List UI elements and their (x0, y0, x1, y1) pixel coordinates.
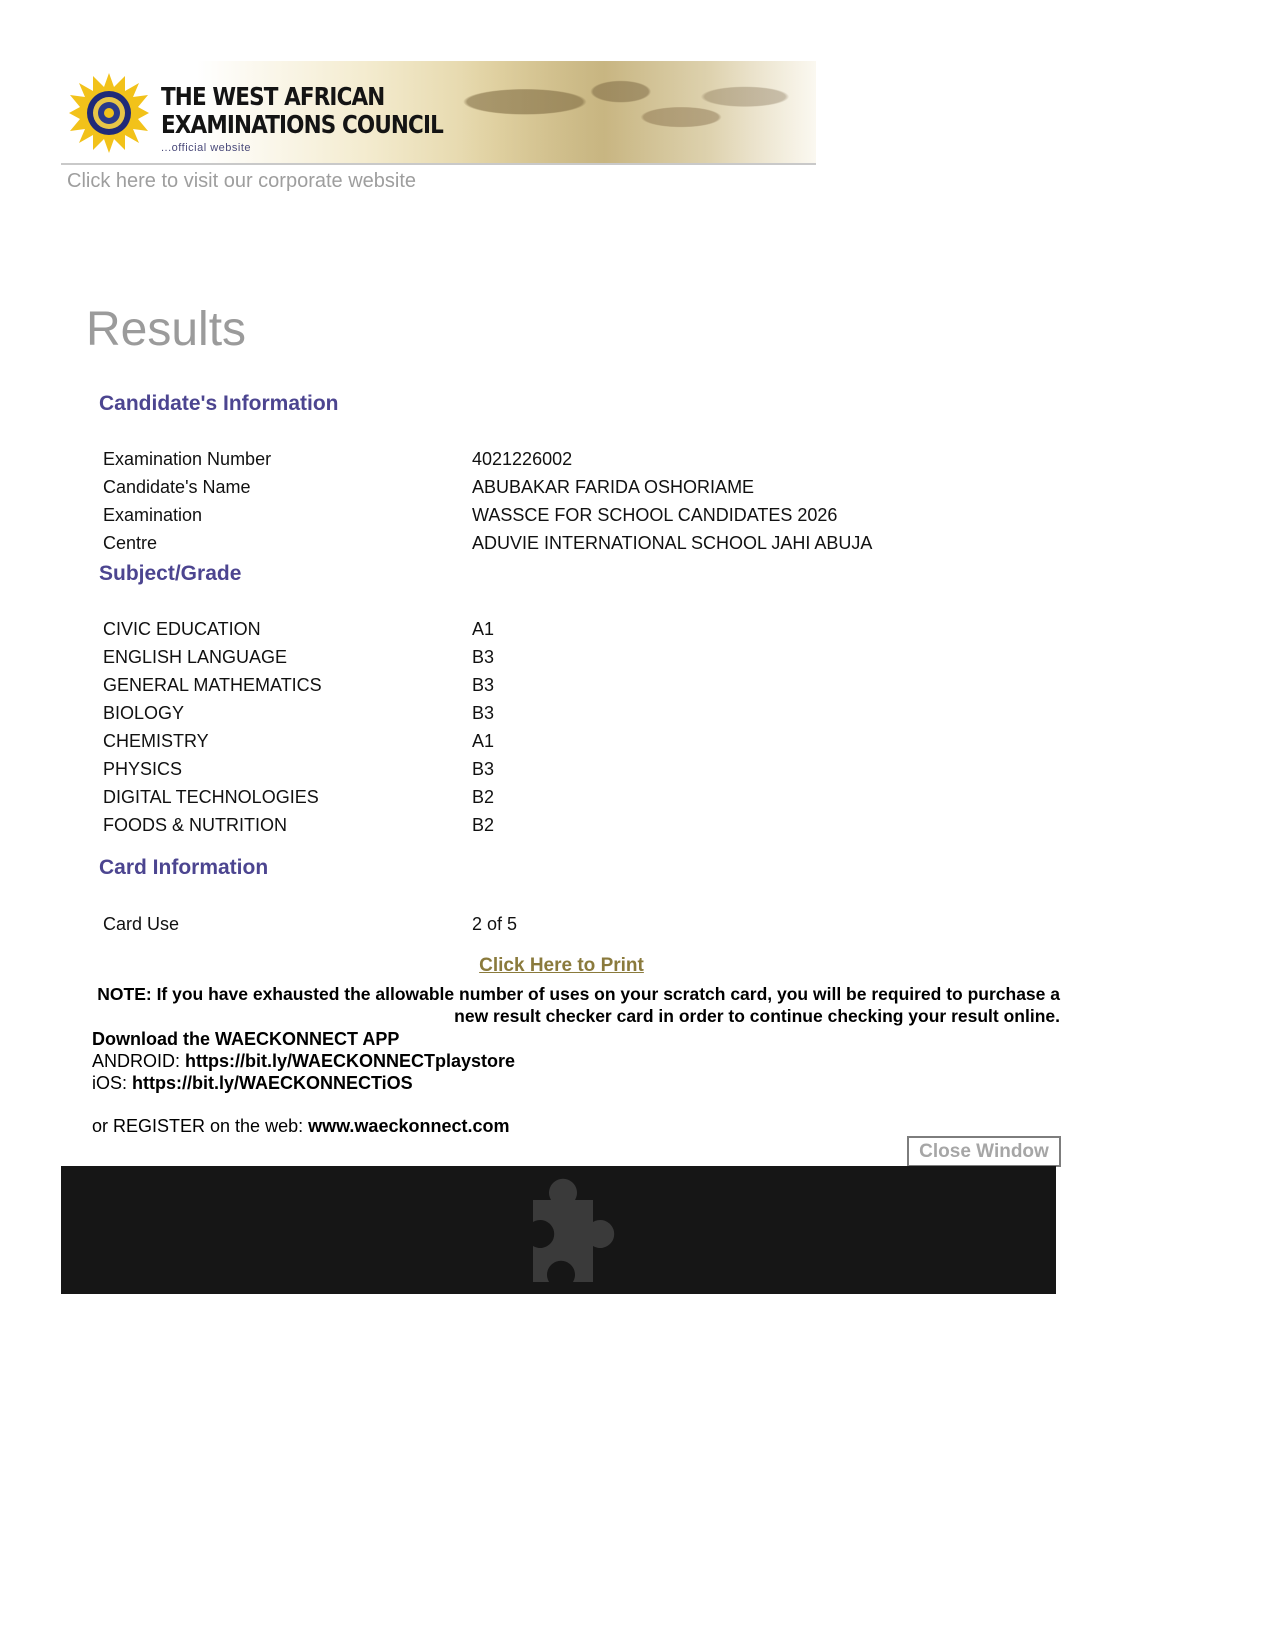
table-row (103, 910, 517, 938)
banner-graduate-photo (461, 61, 816, 163)
card-use-value: 2 of 5 (472, 913, 518, 934)
subject-grade: A1 (472, 618, 495, 639)
android-line (92, 1050, 515, 1072)
android-link[interactable]: https://bit.ly/WAECKONNECTplaystore (185, 1051, 516, 1071)
subject-name: PHYSICS (103, 758, 183, 779)
subject-grade: B3 (472, 646, 495, 667)
page-title: Results (86, 303, 247, 356)
examination-number-label: Examination Number (103, 448, 272, 469)
centre-value: ADUVIE INTERNATIONAL SCHOOL JAHI ABUJA (472, 532, 873, 553)
table-row (103, 755, 494, 783)
subject-grade: B3 (472, 702, 495, 723)
subject-grade: A1 (472, 730, 495, 751)
centre-label: Centre (103, 532, 158, 553)
close-window-button[interactable]: Close Window (907, 1136, 1061, 1167)
banner-title-line1: THE WEST AFRICAN (161, 82, 385, 111)
examination-value: WASSCE FOR SCHOOL CANDIDATES 2026 (472, 504, 838, 525)
table-row (103, 529, 872, 557)
subject-name: CIVIC EDUCATION (103, 618, 261, 639)
banner-title-line2: EXAMINATIONS COUNCIL (161, 110, 443, 139)
subject-name: GENERAL MATHEMATICS (103, 674, 322, 695)
table-row (103, 699, 494, 727)
ios-line (92, 1072, 515, 1094)
candidate-info-heading: Candidate's Information (99, 392, 339, 415)
print-link[interactable]: Click Here to Print (479, 955, 644, 976)
table-row (103, 445, 872, 473)
subject-name: CHEMISTRY (103, 730, 209, 751)
card-use-label: Card Use (103, 913, 180, 934)
examination-number-value: 4021226002 (472, 448, 573, 469)
candidate-info-table (103, 445, 872, 557)
table-row (103, 727, 494, 755)
ios-label: iOS: (92, 1073, 133, 1093)
scratch-card-note: NOTE: If you have exhausted the allowable number of uses on your scratch card, you will be required to purchase a new result checker card in order to continue checking your result online. (97, 984, 1060, 1026)
candidate-name-label: Candidate's Name (103, 476, 251, 497)
corporate-website-link[interactable]: Click here to visit our corporate website (67, 170, 417, 192)
subject-grade: B3 (472, 674, 495, 695)
table-row (103, 501, 872, 529)
spacer (92, 1094, 515, 1115)
subject-grade-heading: Subject/Grade (99, 562, 242, 585)
table-row (103, 643, 494, 671)
subject-name: ENGLISH LANGUAGE (103, 646, 288, 667)
subject-name: BIOLOGY (103, 702, 185, 723)
table-row (103, 473, 872, 501)
waec-banner[interactable] (61, 61, 816, 165)
card-info-table (103, 910, 517, 938)
waec-seal-icon (69, 73, 149, 153)
table-row (103, 783, 494, 811)
subject-name: FOODS & NUTRITION (103, 814, 287, 835)
subject-name: DIGITAL TECHNOLOGIES (103, 786, 319, 807)
table-row (103, 811, 494, 839)
ios-link[interactable]: https://bit.ly/WAECKONNECTiOS (132, 1073, 413, 1093)
plugin-placeholder[interactable] (61, 1166, 1056, 1294)
subject-grade: B2 (472, 786, 495, 807)
banner-subtitle: ...official website (161, 142, 252, 154)
examination-label: Examination (103, 504, 203, 525)
candidate-name-value: ABUBAKAR FARIDA OSHORIAME (472, 476, 755, 497)
app-download-heading: Download the WAECKONNECT APP (92, 1029, 400, 1049)
subject-grade: B2 (472, 814, 495, 835)
puzzle-piece-icon (503, 1170, 623, 1290)
android-label: ANDROID: (92, 1051, 186, 1071)
card-info-heading: Card Information (99, 856, 269, 879)
banner-title (161, 83, 443, 139)
waeckonnect-app-info (92, 1028, 515, 1137)
register-label: or REGISTER on the web: (92, 1116, 309, 1136)
table-row (103, 671, 494, 699)
subject-grade: B3 (472, 758, 495, 779)
register-link[interactable]: www.waeckonnect.com (308, 1116, 510, 1136)
subject-grade-table (103, 615, 494, 839)
table-row (103, 615, 494, 643)
register-line (92, 1115, 515, 1137)
